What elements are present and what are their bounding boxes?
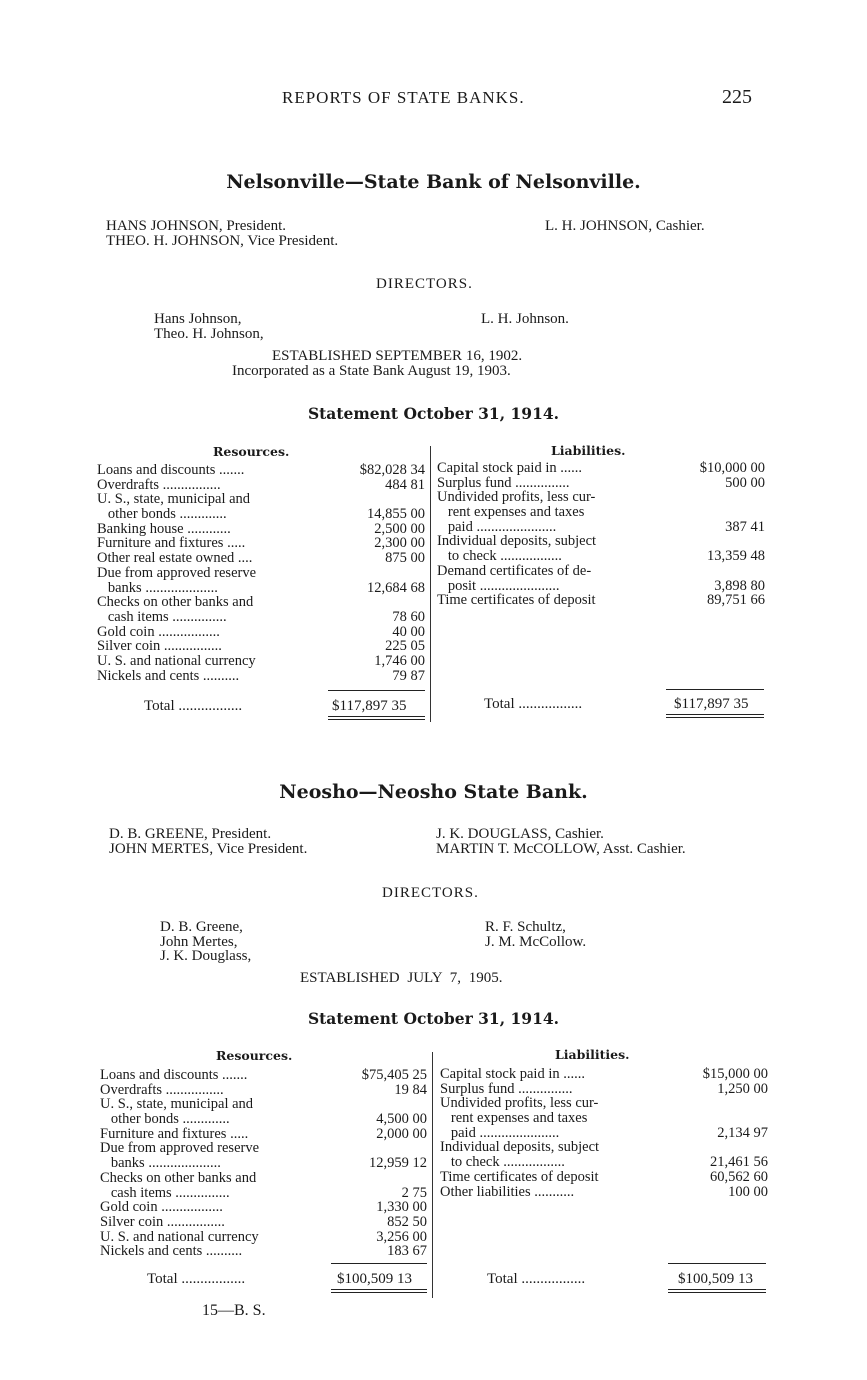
- director-name: D. B. Greene,: [160, 919, 243, 935]
- officer-vice-president: THEO. H. JOHNSON, Vice President.: [106, 232, 339, 249]
- ledger-row: [437, 593, 765, 608]
- ledger-row: [440, 1111, 768, 1126]
- ledger-row: [437, 520, 765, 535]
- ledger-item-amount: 225 05: [385, 638, 425, 655]
- ledger-item-label: Surplus fund ...............: [440, 1080, 573, 1097]
- running-header: REPORTS OF STATE BANKS.: [282, 88, 525, 107]
- directors-right: [485, 920, 586, 949]
- ledger-item-amount: 1,746 00: [374, 652, 425, 669]
- total-double-rule: [328, 716, 425, 720]
- ledger-item-amount: 2,300 00: [374, 535, 425, 552]
- director-name: R. F. Schultz,: [485, 919, 566, 935]
- ledger-item-label: banks ....................: [97, 579, 218, 596]
- liabilities-heading: Liabilities.: [551, 443, 626, 458]
- ledger-item-amount: 387 41: [725, 518, 765, 535]
- bank-title: Neosho—Neosho State Bank.: [279, 781, 588, 803]
- ledger-item-amount: 40 00: [392, 623, 425, 640]
- director-name: John Mertes,: [160, 933, 238, 950]
- ledger-item-label: cash items ...............: [97, 608, 227, 625]
- column-divider: [430, 446, 431, 722]
- ledger-row: [97, 492, 425, 507]
- ledger-item-label: Undivided profits, less cur-: [440, 1095, 599, 1112]
- ledger-row: [100, 1083, 427, 1098]
- resources-list: [97, 463, 425, 683]
- ledger-item-label: Individual deposits, subject: [440, 1139, 600, 1156]
- officer-cashier: J. K. DOUGLASS, Cashier.: [436, 826, 604, 842]
- ledger-row: [97, 610, 425, 625]
- ledger-row: [437, 549, 765, 564]
- ledger-item-label: rent expenses and taxes: [437, 504, 585, 521]
- ledger-row: [100, 1068, 427, 1083]
- ledger-item-label: Gold coin .................: [100, 1199, 223, 1216]
- officer-vice-president: JOHN MERTES, Vice President.: [109, 840, 308, 857]
- ledger-item-amount: 60,562 60: [710, 1168, 768, 1185]
- ledger-row: [100, 1200, 427, 1215]
- ledger-item-label: paid ......................: [437, 518, 557, 535]
- ledger-item-label: Silver coin ................: [100, 1213, 225, 1230]
- statement-title: Statement October 31, 1914.: [307, 404, 560, 423]
- ledger-row: [440, 1185, 768, 1200]
- ledger-row: [100, 1230, 427, 1245]
- ledger-item-amount: 183 67: [387, 1243, 427, 1260]
- ledger-row: [97, 669, 425, 684]
- ledger-row: [437, 534, 765, 549]
- column-divider: [432, 1052, 433, 1298]
- directors-left: [154, 312, 264, 341]
- ledger-row: [440, 1155, 768, 1170]
- ledger-row: [100, 1186, 427, 1201]
- ledger-row: [437, 476, 765, 491]
- director-name: L. H. Johnson.: [481, 311, 569, 327]
- ledger-item-label: Furniture and fixtures .....: [100, 1125, 249, 1142]
- ledger-item-label: U. S. and national currency: [100, 1228, 259, 1245]
- ledger-row: [437, 579, 765, 594]
- resources-list: [100, 1068, 427, 1259]
- directors-left: [160, 920, 251, 964]
- ledger-item-label: Silver coin ................: [97, 638, 222, 655]
- ledger-item-label: posit ......................: [437, 577, 560, 594]
- ledger-item-label: Gold coin .................: [97, 623, 220, 640]
- ledger-item-amount: 1,330 00: [376, 1199, 427, 1216]
- ledger-row: [437, 461, 765, 476]
- ledger-row: [97, 566, 425, 581]
- ledger-item-amount: 14,855 00: [367, 506, 425, 523]
- liabilities-list: [440, 1067, 768, 1199]
- ledger-item-amount: $82,028 34: [359, 462, 425, 478]
- ledger-row: [97, 478, 425, 493]
- ledger-row: [97, 639, 425, 654]
- director-name: Theo. H. Johnson,: [154, 325, 264, 342]
- ledger-item-amount: 875 00: [385, 550, 425, 567]
- ledger-row: [97, 522, 425, 537]
- ledger-item-label: Capital stock paid in ......: [440, 1066, 585, 1082]
- total-rule: [666, 689, 764, 690]
- ledger-item-label: Overdrafts ................: [97, 476, 221, 493]
- ledger-item-label: cash items ...............: [100, 1184, 230, 1201]
- total-double-rule: [666, 714, 764, 718]
- total-rule: [668, 1263, 766, 1264]
- ledger-item-amount: 12,959 12: [369, 1155, 427, 1172]
- directors-heading: DIRECTORS.: [382, 885, 479, 901]
- ledger-item-label: Individual deposits, subject: [437, 533, 597, 550]
- ledger-item-amount: 2,134 97: [717, 1124, 768, 1141]
- ledger-item-label: Loans and discounts .......: [97, 462, 245, 478]
- directors-heading: DIRECTORS.: [376, 276, 473, 292]
- total-resources: $100,509 13: [337, 1271, 412, 1287]
- total-double-rule: [331, 1289, 427, 1293]
- ledger-row: [437, 490, 765, 505]
- ledger-item-label: Time certificates of deposit: [437, 592, 596, 609]
- ledger-item-label: Other liabilities ...........: [440, 1183, 575, 1200]
- ledger-item-amount: 1,250 00: [717, 1080, 768, 1097]
- ledger-row: [100, 1215, 427, 1230]
- officers-left: [106, 219, 338, 248]
- officer-president: HANS JOHNSON, President.: [106, 218, 287, 234]
- officer-asst-cashier: MARTIN T. McCOLLOW, Asst. Cashier.: [436, 840, 686, 857]
- ledger-item-label: to check .................: [440, 1154, 565, 1171]
- ledger-row: [437, 505, 765, 520]
- ledger-row: [100, 1171, 427, 1186]
- ledger-item-amount: 2,500 00: [374, 520, 425, 537]
- ledger-row: [440, 1140, 768, 1155]
- ledger-row: [437, 564, 765, 579]
- total-rule: [331, 1263, 427, 1264]
- ledger-row: [100, 1112, 427, 1127]
- ledger-item-amount: 3,256 00: [376, 1228, 427, 1245]
- director-name: Hans Johnson,: [154, 311, 242, 327]
- ledger-item-amount: 500 00: [725, 474, 765, 491]
- ledger-item-amount: 12,684 68: [367, 579, 425, 596]
- established-line: ESTABLISHED JULY 7, 1905.: [300, 970, 503, 986]
- ledger-item-amount: 13,359 48: [707, 548, 765, 565]
- ledger-item-label: other bonds .............: [97, 506, 227, 523]
- total-double-rule: [668, 1289, 766, 1293]
- ledger-row: [440, 1170, 768, 1185]
- ledger-item-amount: 79 87: [392, 667, 425, 684]
- resources-heading: Resources.: [213, 444, 290, 459]
- page-number: 225: [722, 86, 752, 108]
- ledger-item-label: Furniture and fixtures .....: [97, 535, 246, 552]
- directors-right: [481, 312, 569, 327]
- ledger-item-label: Nickels and cents ..........: [100, 1243, 243, 1260]
- ledger-item-label: Nickels and cents ..........: [97, 667, 240, 684]
- established-line: ESTABLISHED SEPTEMBER 16, 1902.: [272, 348, 523, 364]
- ledger-item-label: U. S. and national currency: [97, 652, 256, 669]
- director-name: J. K. Douglass,: [160, 948, 252, 964]
- ledger-row: [97, 551, 425, 566]
- ledger-item-label: Other real estate owned ....: [97, 550, 253, 567]
- ledger-item-label: Checks on other banks and: [97, 594, 254, 611]
- ledger-row: [100, 1156, 427, 1171]
- ledger-item-label: Demand certificates of de-: [437, 562, 592, 579]
- officers-right: [436, 827, 686, 856]
- ledger-item-label: Due from approved reserve: [97, 564, 257, 581]
- ledger-item-amount: 19 84: [394, 1081, 427, 1098]
- officer-president: D. B. GREENE, President.: [109, 826, 272, 842]
- ledger-item-amount: 2,000 00: [376, 1125, 427, 1142]
- ledger-item-amount: 89,751 66: [707, 592, 765, 609]
- ledger-item-amount: 3,898 80: [714, 577, 765, 594]
- ledger-item-label: rent expenses and taxes: [440, 1110, 588, 1127]
- ledger-row: [100, 1097, 427, 1112]
- total-label: Total .................: [147, 1271, 246, 1287]
- incorporated-line: Incorporated as a State Bank August 19, 1903.: [232, 363, 511, 379]
- ledger-item-label: U. S., state, municipal and: [100, 1096, 254, 1113]
- total-rule: [328, 690, 425, 691]
- total-label: Total .................: [484, 696, 583, 712]
- ledger-item-label: Due from approved reserve: [100, 1140, 260, 1157]
- officer-cashier: L. H. JOHNSON, Cashier.: [545, 218, 705, 234]
- ledger-item-amount: $10,000 00: [699, 460, 765, 476]
- total-liabilities: $100,509 13: [678, 1271, 753, 1287]
- officers-right: [545, 219, 705, 234]
- ledger-item-label: Checks on other banks and: [100, 1169, 257, 1186]
- ledger-item-label: paid ......................: [440, 1124, 560, 1141]
- ledger-item-label: Surplus fund ...............: [437, 474, 570, 491]
- ledger-item-label: banks ....................: [100, 1155, 221, 1172]
- ledger-row: [440, 1082, 768, 1097]
- ledger-item-label: other bonds .............: [100, 1111, 230, 1128]
- ledger-row: [440, 1067, 768, 1082]
- liabilities-heading: Liabilities.: [555, 1047, 630, 1062]
- ledger-row: [97, 595, 425, 610]
- ledger-row: [97, 654, 425, 669]
- ledger-item-amount: 100 00: [728, 1183, 768, 1200]
- ledger-item-label: Loans and discounts .......: [100, 1067, 248, 1083]
- ledger-item-label: Banking house ............: [97, 520, 231, 537]
- ledger-item-label: Undivided profits, less cur-: [437, 489, 596, 506]
- ledger-row: [97, 507, 425, 522]
- total-label: Total .................: [487, 1271, 586, 1287]
- ledger-item-label: to check .................: [437, 548, 562, 565]
- ledger-item-amount: 484 81: [385, 476, 425, 493]
- ledger-item-amount: 21,461 56: [710, 1154, 768, 1171]
- total-liabilities: $117,897 35: [674, 696, 749, 712]
- ledger-row: [97, 625, 425, 640]
- officers-left: [109, 827, 307, 856]
- ledger-row: [100, 1141, 427, 1156]
- ledger-item-amount: $15,000 00: [702, 1066, 768, 1082]
- page-footer-signature: 15—B. S.: [202, 1302, 266, 1319]
- ledger-row: [100, 1244, 427, 1259]
- resources-heading: Resources.: [216, 1048, 293, 1063]
- statement-title: Statement October 31, 1914.: [307, 1009, 560, 1028]
- director-name: J. M. McCollow.: [485, 933, 587, 950]
- ledger-item-label: Time certificates of deposit: [440, 1168, 599, 1185]
- total-label: Total .................: [144, 698, 243, 714]
- ledger-row: [97, 581, 425, 596]
- ledger-item-label: Capital stock paid in ......: [437, 460, 582, 476]
- ledger-row: [440, 1096, 768, 1111]
- ledger-row: [440, 1126, 768, 1141]
- ledger-item-label: U. S., state, municipal and: [97, 491, 251, 508]
- bank-title: Nelsonville—State Bank of Nelsonville.: [226, 171, 641, 193]
- ledger-item-label: Overdrafts ................: [100, 1081, 224, 1098]
- total-resources: $117,897 35: [332, 698, 407, 714]
- liabilities-list: [437, 461, 765, 608]
- ledger-item-amount: 4,500 00: [376, 1111, 427, 1128]
- ledger-item-amount: $75,405 25: [361, 1067, 427, 1083]
- ledger-item-amount: 78 60: [392, 608, 425, 625]
- ledger-item-amount: 2 75: [401, 1184, 427, 1201]
- ledger-row: [100, 1127, 427, 1142]
- ledger-row: [97, 463, 425, 478]
- ledger-item-amount: 852 50: [387, 1213, 427, 1230]
- ledger-row: [97, 536, 425, 551]
